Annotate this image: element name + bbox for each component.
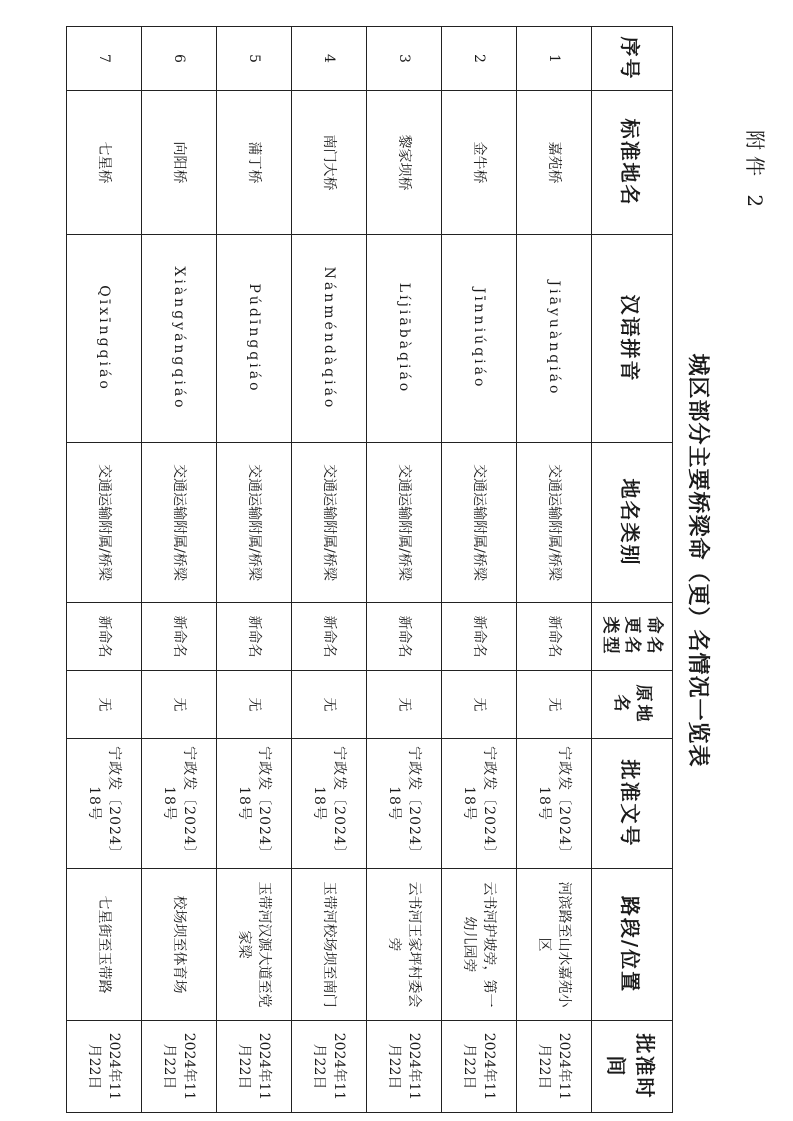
header-seq: 序号 [592,27,673,91]
cell-std-name: 金牛桥 [442,91,517,235]
cell-category: 交通运输附属/桥梁 [442,443,517,603]
cell-pinyin: Xiàngyángqiáo [142,235,217,443]
cell-seq: 1 [517,27,592,91]
annex-label: 附件 2 [743,130,767,214]
cell-doc-no: 宁政发〔2024〕18号 [442,739,517,869]
table-row [517,27,592,1113]
cell-doc-no: 宁政发〔2024〕18号 [367,739,442,869]
table-header-row [592,27,673,1113]
cell-old-name: 无 [292,671,367,739]
cell-pinyin: Qīxīngqiáo [67,235,142,443]
cell-seq: 2 [442,27,517,91]
cell-location: 校场坝至体育场 [142,869,217,1021]
cell-pinyin: Jiāyuànqiáo [517,235,592,443]
cell-approval-date: 2024年11月22日 [67,1021,142,1113]
cell-doc-no: 宁政发〔2024〕18号 [517,739,592,869]
table-row [217,27,292,1113]
cell-seq: 7 [67,27,142,91]
cell-old-name: 无 [517,671,592,739]
cell-location: 云书河王家坪村委会旁 [367,869,442,1021]
cell-std-name: 嘉苑桥 [517,91,592,235]
table-row [67,27,142,1113]
cell-doc-no: 宁政发〔2024〕18号 [67,739,142,869]
cell-naming-type: 新命名 [367,603,442,671]
header-doc-no: 批准文号 [592,739,673,869]
cell-doc-no: 宁政发〔2024〕18号 [217,739,292,869]
header-category: 地名类别 [592,443,673,603]
cell-location: 云书河护坡旁，第一幼儿园旁 [442,869,517,1021]
cell-location: 河滨路至山水嘉苑小区 [517,869,592,1021]
cell-std-name: 蒲丁桥 [217,91,292,235]
cell-doc-no: 宁政发〔2024〕18号 [292,739,367,869]
cell-approval-date: 2024年11月22日 [142,1021,217,1113]
document-title: 城区部分主要桥梁命（更）名情况一览表 [685,353,710,768]
header-old-name: 原地名 [592,671,673,739]
cell-approval-date: 2024年11月22日 [367,1021,442,1113]
cell-old-name: 无 [67,671,142,739]
cell-seq: 4 [292,27,367,91]
table-row [142,27,217,1113]
cell-category: 交通运输附属/桥梁 [367,443,442,603]
header-std-name: 标准地名 [592,91,673,235]
cell-category: 交通运输附属/桥梁 [142,443,217,603]
cell-pinyin: Nánméndàqiáo [292,235,367,443]
cell-naming-type: 新命名 [442,603,517,671]
cell-naming-type: 新命名 [292,603,367,671]
cell-approval-date: 2024年11月22日 [517,1021,592,1113]
header-pinyin: 汉语拼音 [592,235,673,443]
table-row [367,27,442,1113]
header-naming-type: 命名更名类型 [592,603,673,671]
cell-seq: 3 [367,27,442,91]
cell-naming-type: 新命名 [67,603,142,671]
cell-pinyin: Púdīngqiáo [217,235,292,443]
cell-std-name: 黎家坝桥 [367,91,442,235]
cell-location: 玉带河校场坝至南门 [292,869,367,1021]
bridge-naming-table [66,26,673,1113]
cell-category: 交通运输附属/桥梁 [517,443,592,603]
header-location: 路段/位置 [592,869,673,1021]
cell-std-name: 七星桥 [67,91,142,235]
table-row [442,27,517,1113]
cell-std-name: 向阳桥 [142,91,217,235]
cell-seq: 6 [142,27,217,91]
cell-category: 交通运输附属/桥梁 [292,443,367,603]
cell-doc-no: 宁政发〔2024〕18号 [142,739,217,869]
cell-naming-type: 新命名 [142,603,217,671]
cell-category: 交通运输附属/桥梁 [217,443,292,603]
cell-pinyin: Líjiābàqiáo [367,235,442,443]
cell-category: 交通运输附属/桥梁 [67,443,142,603]
cell-old-name: 无 [142,671,217,739]
cell-std-name: 南门大桥 [292,91,367,235]
cell-old-name: 无 [367,671,442,739]
cell-old-name: 无 [217,671,292,739]
cell-naming-type: 新命名 [517,603,592,671]
cell-naming-type: 新命名 [217,603,292,671]
cell-seq: 5 [217,27,292,91]
cell-old-name: 无 [442,671,517,739]
cell-location: 七星街至玉带路 [67,869,142,1021]
cell-approval-date: 2024年11月22日 [442,1021,517,1113]
table-row [292,27,367,1113]
cell-approval-date: 2024年11月22日 [217,1021,292,1113]
cell-pinyin: Jīnniúqiáo [442,235,517,443]
header-approval-date: 批准时间 [592,1021,673,1113]
cell-approval-date: 2024年11月22日 [292,1021,367,1113]
cell-location: 玉带河汉源大道至党家梁 [217,869,292,1021]
